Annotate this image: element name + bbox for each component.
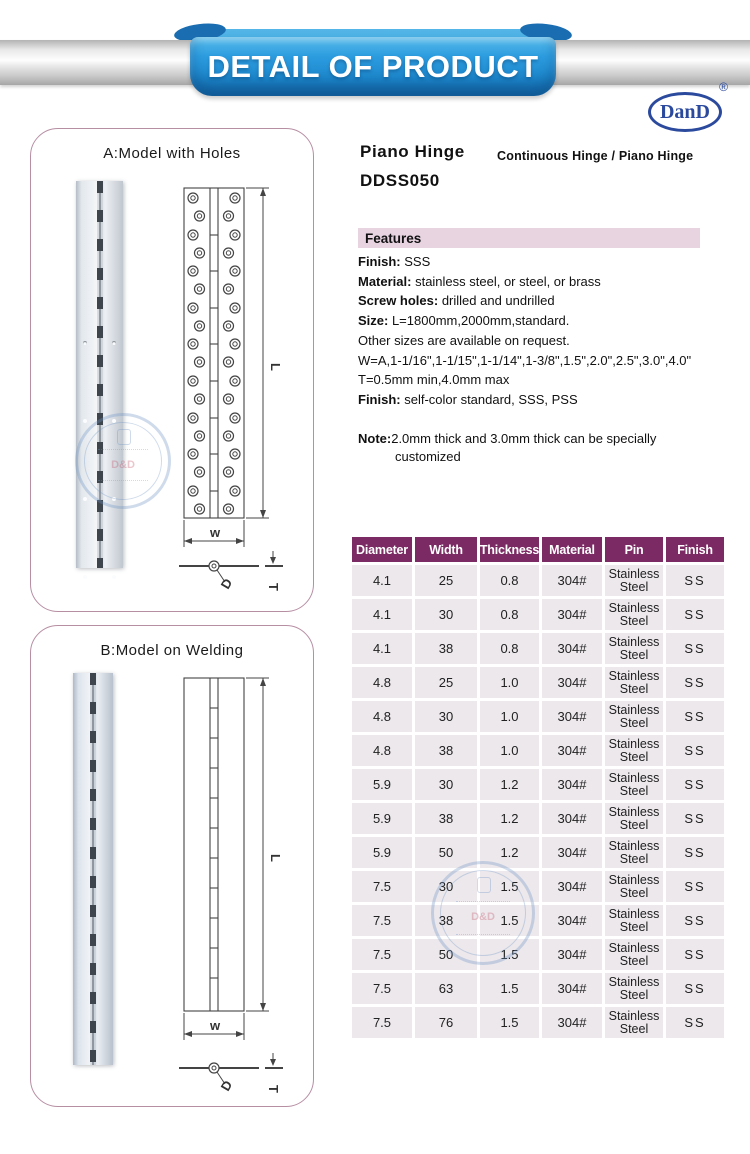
cell-finish: SS bbox=[666, 803, 724, 834]
dim-label-diameter: D bbox=[217, 1077, 236, 1094]
dim-label-diameter: D bbox=[217, 575, 236, 592]
dim-label-width: w bbox=[210, 1018, 221, 1033]
table-row bbox=[352, 803, 724, 834]
cell-width: 38 bbox=[415, 633, 477, 664]
cell-material: 304# bbox=[542, 667, 602, 698]
dim-label-width: w bbox=[210, 525, 221, 540]
spec-table bbox=[352, 537, 724, 1038]
cell-finish: SS bbox=[666, 735, 724, 766]
cell-thickness: 1.0 bbox=[480, 667, 539, 698]
feature-line: Size: L=1800mm,2000mm,standard. bbox=[358, 313, 570, 329]
table-row bbox=[352, 871, 724, 902]
dim-label-length: L bbox=[268, 854, 283, 862]
cell-thickness: 0.8 bbox=[480, 565, 539, 596]
cell-pin: Stainless Steel bbox=[605, 871, 663, 902]
registered-mark: ® bbox=[719, 80, 728, 94]
panel-model-with-holes bbox=[30, 128, 314, 612]
column-header: Diameter bbox=[352, 537, 412, 562]
cell-material: 304# bbox=[542, 973, 602, 1004]
cell-width: 25 bbox=[415, 667, 477, 698]
cell-finish: SS bbox=[666, 599, 724, 630]
cell-material: 304# bbox=[542, 871, 602, 902]
column-header: Material bbox=[542, 537, 602, 562]
dim-label-thickness: T bbox=[266, 1085, 281, 1093]
cell-material: 304# bbox=[542, 769, 602, 800]
panel-b-title: B:Model on Welding bbox=[100, 642, 244, 659]
table-row bbox=[352, 973, 724, 1004]
spec-table-header bbox=[352, 537, 724, 562]
column-header: Finish bbox=[666, 537, 724, 562]
drawing-model-on-welding bbox=[31, 626, 313, 1106]
cell-diameter: 4.1 bbox=[352, 599, 412, 630]
feature-line: Finish: self-color standard, SSS, PSS bbox=[358, 391, 578, 407]
cell-material: 304# bbox=[542, 803, 602, 834]
cell-width: 50 bbox=[415, 939, 477, 970]
cell-diameter: 4.8 bbox=[352, 667, 412, 698]
table-row bbox=[352, 599, 724, 630]
table-row bbox=[352, 939, 724, 970]
cell-diameter: 5.9 bbox=[352, 769, 412, 800]
cell-material: 304# bbox=[542, 939, 602, 970]
dim-label-length: L bbox=[268, 363, 283, 371]
cell-diameter: 4.8 bbox=[352, 701, 412, 732]
cell-thickness: 1.5 bbox=[480, 973, 539, 1004]
features-heading: Features bbox=[365, 230, 422, 246]
panel-model-on-welding bbox=[30, 625, 314, 1107]
cell-thickness: 1.0 bbox=[480, 701, 539, 732]
column-header: Thickness bbox=[480, 537, 539, 562]
cell-thickness: 1.2 bbox=[480, 769, 539, 800]
cell-width: 38 bbox=[415, 905, 477, 936]
cell-thickness: 0.8 bbox=[480, 599, 539, 630]
cell-finish: SS bbox=[666, 837, 724, 868]
cell-pin: Stainless Steel bbox=[605, 565, 663, 596]
cell-thickness: 1.5 bbox=[480, 871, 539, 902]
cell-finish: SS bbox=[666, 667, 724, 698]
cell-thickness: 1.2 bbox=[480, 837, 539, 868]
watermark-text: D&D bbox=[111, 459, 135, 472]
cell-pin: Stainless Steel bbox=[605, 769, 663, 800]
cell-pin: Stainless Steel bbox=[605, 1007, 663, 1038]
ribbon-title: DETAIL OF PRODUCT bbox=[207, 48, 539, 84]
cell-thickness: 0.8 bbox=[480, 633, 539, 664]
cell-diameter: 5.9 bbox=[352, 803, 412, 834]
cell-width: 25 bbox=[415, 565, 477, 596]
feature-line: Other sizes are available on request. bbox=[358, 332, 570, 348]
cell-width: 30 bbox=[415, 701, 477, 732]
cell-material: 304# bbox=[542, 837, 602, 868]
logo-oval: DanD bbox=[648, 92, 722, 132]
cell-diameter: 5.9 bbox=[352, 837, 412, 868]
cell-thickness: 1.5 bbox=[480, 905, 539, 936]
cell-pin: Stainless Steel bbox=[605, 973, 663, 1004]
feature-line: W=A,1-1/16",1-1/15",1-1/14",1-3/8",1.5",2.0",2.5",3.0",4.0" bbox=[358, 352, 692, 368]
cell-finish: SS bbox=[666, 871, 724, 902]
cell-finish: SS bbox=[666, 701, 724, 732]
feature-line: Material: stainless steel, or steel, or brass bbox=[358, 273, 601, 289]
cell-pin: Stainless Steel bbox=[605, 837, 663, 868]
brand-logo bbox=[648, 80, 728, 132]
feature-line: T=0.5mm min,4.0mm max bbox=[358, 372, 510, 388]
cell-finish: SS bbox=[666, 905, 724, 936]
cell-thickness: 1.5 bbox=[480, 939, 539, 970]
cell-finish: SS bbox=[666, 633, 724, 664]
product-model: DDSS050 bbox=[360, 171, 440, 190]
cell-thickness: 1.5 bbox=[480, 1007, 539, 1038]
feature-line: Screw holes: drilled and undrilled bbox=[358, 293, 555, 309]
product-category: Continuous Hinge / Piano Hinge bbox=[497, 149, 694, 163]
cell-width: 30 bbox=[415, 769, 477, 800]
cell-diameter: 7.5 bbox=[352, 939, 412, 970]
table-row bbox=[352, 769, 724, 800]
features-list bbox=[358, 252, 743, 410]
cell-diameter: 4.8 bbox=[352, 735, 412, 766]
table-row bbox=[352, 667, 724, 698]
cell-width: 63 bbox=[415, 973, 477, 1004]
cell-diameter: 4.1 bbox=[352, 565, 412, 596]
cell-finish: SS bbox=[666, 939, 724, 970]
table-row bbox=[352, 633, 724, 664]
cell-pin: Stainless Steel bbox=[605, 633, 663, 664]
cell-width: 76 bbox=[415, 1007, 477, 1038]
cell-pin: Stainless Steel bbox=[605, 939, 663, 970]
cell-finish: SS bbox=[666, 565, 724, 596]
cell-finish: SS bbox=[666, 769, 724, 800]
spec-table-body bbox=[352, 565, 724, 1038]
note-line-2: customized bbox=[395, 449, 461, 464]
cell-width: 50 bbox=[415, 837, 477, 868]
drawing-model-with-holes bbox=[31, 129, 313, 611]
table-row bbox=[352, 837, 724, 868]
feature-line: Finish: SSS bbox=[358, 254, 431, 269]
cell-thickness: 1.2 bbox=[480, 803, 539, 834]
cell-material: 304# bbox=[542, 633, 602, 664]
cell-width: 38 bbox=[415, 803, 477, 834]
dim-label-thickness: T bbox=[266, 583, 281, 591]
table-row bbox=[352, 1007, 724, 1038]
cell-diameter: 7.5 bbox=[352, 905, 412, 936]
table-row bbox=[352, 701, 724, 732]
features-header bbox=[358, 228, 700, 248]
cell-pin: Stainless Steel bbox=[605, 667, 663, 698]
cell-pin: Stainless Steel bbox=[605, 905, 663, 936]
cell-width: 38 bbox=[415, 735, 477, 766]
cell-finish: SS bbox=[666, 973, 724, 1004]
cell-pin: Stainless Steel bbox=[605, 599, 663, 630]
cell-width: 30 bbox=[415, 871, 477, 902]
cell-pin: Stainless Steel bbox=[605, 735, 663, 766]
panel-a-title: A:Model with Holes bbox=[103, 145, 241, 162]
note-line: Note:2.0mm thick and 3.0mm thick can be specially bbox=[358, 431, 657, 446]
cell-finish: SS bbox=[666, 1007, 724, 1038]
cell-diameter: 4.1 bbox=[352, 633, 412, 664]
cell-pin: Stainless Steel bbox=[605, 701, 663, 732]
watermark-text: D&D bbox=[471, 910, 495, 923]
cell-material: 304# bbox=[542, 565, 602, 596]
cell-width: 30 bbox=[415, 599, 477, 630]
table-row bbox=[352, 735, 724, 766]
cell-thickness: 1.0 bbox=[480, 735, 539, 766]
cell-diameter: 7.5 bbox=[352, 871, 412, 902]
product-name: Piano Hinge bbox=[360, 142, 465, 161]
cell-material: 304# bbox=[542, 701, 602, 732]
table-row bbox=[352, 565, 724, 596]
cell-diameter: 7.5 bbox=[352, 1007, 412, 1038]
cell-material: 304# bbox=[542, 905, 602, 936]
column-header: Pin bbox=[605, 537, 663, 562]
detail-ribbon bbox=[190, 37, 556, 96]
cell-pin: Stainless Steel bbox=[605, 803, 663, 834]
cell-material: 304# bbox=[542, 1007, 602, 1038]
cell-material: 304# bbox=[542, 599, 602, 630]
cell-diameter: 7.5 bbox=[352, 973, 412, 1004]
cell-material: 304# bbox=[542, 735, 602, 766]
column-header: Width bbox=[415, 537, 477, 562]
table-row bbox=[352, 905, 724, 936]
